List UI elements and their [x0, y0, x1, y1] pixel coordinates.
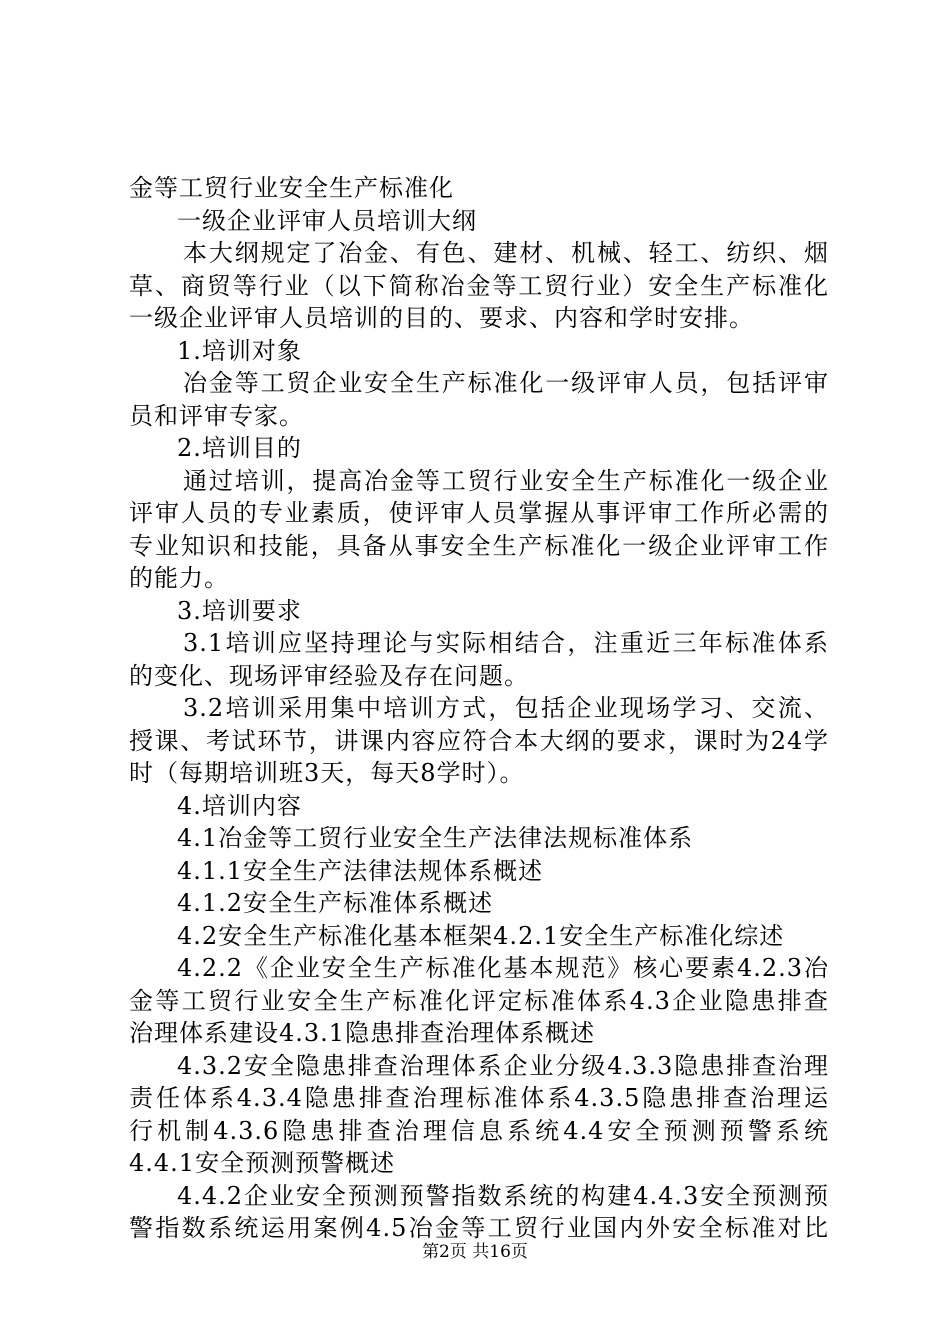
- text-line: 责任体系4.3.4隐患排查治理标准体系4.3.5隐患排查治理运: [129, 1084, 829, 1112]
- document-body: [129, 172, 829, 1245]
- page-number-footer: 第2页 共16页: [422, 1242, 528, 1262]
- text-line: 金等工贸行业安全生产标准化评定标准体系4.3企业隐患排查: [129, 986, 829, 1015]
- text-line: 3.培训要求: [177, 596, 302, 625]
- text-line: 一级企业评审人员培训的目的、要求、内容和学时安排。: [129, 304, 754, 332]
- text-line: 治理体系建设4.3.1隐患排查治理体系概述: [129, 1019, 596, 1047]
- text-line: 授课、考试环节，讲课内容应符合本大纲的要求，课时为24学: [129, 726, 829, 755]
- text-line: 3.1培训应坚持理论与实际相结合，注重近三年标准体系: [183, 629, 829, 657]
- text-line: 4.2安全生产标准化基本框架4.2.1安全生产标准化综述: [177, 921, 785, 950]
- text-line: 专业知识和技能，具备从事安全生产标准化一级企业评审工作: [129, 531, 829, 560]
- text-line: 草、商贸等行业（以下简称冶金等工贸行业）安全生产标准化: [129, 271, 829, 300]
- text-line: 时（每期培训班3天，每天8学时）。: [129, 759, 525, 787]
- text-line: 4.1冶金等工贸行业安全生产法律法规标准体系: [177, 824, 694, 852]
- text-line: 4.3.2安全隐患排查治理体系企业分级4.3.3隐患排查治理: [177, 1051, 829, 1080]
- text-line: 4.培训内容: [177, 791, 302, 820]
- text-line: 4.4.1安全预测预警概述: [129, 1149, 396, 1177]
- text-line: 3.2培训采用集中培训方式，包括企业现场学习、交流、: [183, 694, 829, 722]
- text-line: 的变化、现场评审经验及存在问题。: [129, 661, 529, 690]
- text-line: 员和评审专家。: [129, 401, 304, 430]
- text-line: 一级企业评审人员培训大纲: [177, 206, 477, 235]
- text-line: 金等工贸行业安全生产标准化: [129, 174, 454, 202]
- text-line: 通过培训，提高冶金等工贸行业安全生产标准化一级企业: [183, 466, 829, 495]
- text-line: 的能力。: [129, 564, 229, 592]
- text-line: 本大纲规定了冶金、有色、建材、机械、轻工、纺织、烟: [183, 239, 829, 267]
- text-line: 行机制4.3.6隐患排查治理信息系统4.4安全预测预警系统: [129, 1116, 829, 1145]
- text-line: 4.1.1安全生产法律法规体系概述: [177, 856, 544, 885]
- text-line: 评审人员的专业素质，使评审人员掌握从事评审工作所必需的: [129, 499, 829, 527]
- text-line: 冶金等工贸企业安全生产标准化一级评审人员，包括评审: [183, 369, 829, 397]
- text-line: 警指数系统运用案例4.5冶金等工贸行业国内外安全标准对比: [129, 1214, 829, 1242]
- text-line: 2.培训目的: [177, 434, 302, 462]
- text-line: 4.4.2企业安全预测预警指数系统的构建4.4.3安全预测预: [177, 1181, 829, 1210]
- text-line: 4.1.2安全生产标准体系概述: [177, 889, 494, 917]
- text-line: 4.2.2《企业安全生产标准化基本规范》核心要素4.2.3冶: [177, 954, 829, 982]
- text-line: 1.培训对象: [177, 336, 302, 365]
